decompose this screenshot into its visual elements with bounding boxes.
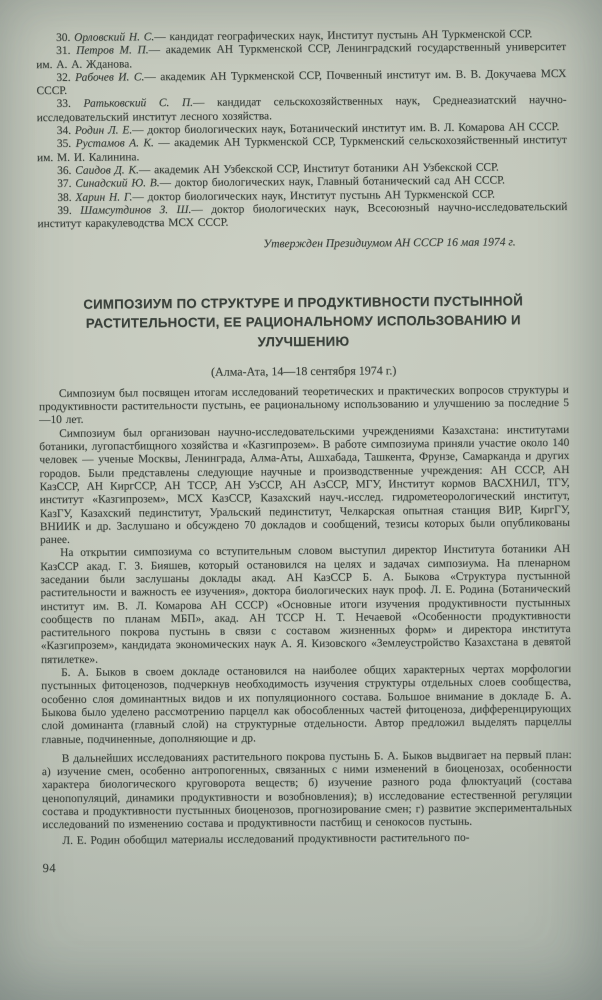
paragraph: Симпозиум был посвящен итогам исследований теоретических и практических вопросов структуры и продуктивности растительности пустынь, ее рациональному использованию и улучшению за последние 5—10 лет. bbox=[38, 383, 569, 427]
entry-text: — академик АН Туркменской ССР, Ленинградский государственный университет им. А. А. Жданова. bbox=[36, 41, 567, 71]
entry-number: 30. bbox=[56, 31, 75, 44]
entry-number: 31. bbox=[56, 45, 77, 58]
approval-line: Утвержден Президиумом АН СССР 16 мая 1974 г. bbox=[263, 235, 516, 251]
entry-name: Ратьковский С. П. bbox=[83, 97, 194, 111]
list-item bbox=[36, 68, 566, 99]
list-item bbox=[36, 41, 566, 72]
entry-number: 35. bbox=[56, 138, 76, 151]
delegates-list bbox=[36, 28, 568, 232]
paragraph: На открытии симпозиума со вступительным словом выступил директор Института ботаники АН КазССР акад. Г. З. Бияшев, который остановился на целях и задачах симпозиума. На пленарном заседании были заслушаны доклады акад. АН КазССР Б. А. Быкова «Структура пустынной растительности и важность ее изучения», доктора биологических наук проф. Л. Е. Родина (Ботанический институт им. В. Л. Комарова АН СССР) «Основные итоги изучения продуктивности пустынных сообществ по планам МБП», акад. АН ТССР Н. Т. Нечаевой «Особенности продуктивности растительного покрова пустынь в связи с составом жизненных форм» и директора института «Казгипрозем», кандидата экономических наук А. Я. Кизовского «Землеустройство Казахстана в девятой пятилетке». bbox=[40, 543, 571, 666]
entry-text: — кандидат сельскохозяйственных наук, Среднеазиатский научно-исследовательский институт лесного хозяйства. bbox=[36, 94, 567, 124]
list-item bbox=[37, 94, 567, 125]
entry-name: Рустамов А. К. bbox=[75, 137, 154, 151]
list-item bbox=[37, 134, 567, 165]
page-title: СИМПОЗИУМ ПО СТРУКТУРЕ И ПРОДУКТИВНОСТИ ПУСТЫННОЙ РАСТИТЕЛЬНОСТИ, ЕЕ РАЦИОНАЛЬНОМУ ИСПОЛЬЗОВАНИЮ И УЛУЧШЕНИЮ bbox=[83, 293, 524, 350]
entry-name: Саидов Д. К. bbox=[75, 164, 139, 177]
entry-name: Синадский Ю. В. bbox=[75, 177, 160, 191]
entry-text: — доктор биологических наук, Всесоюзный научно-исследовательский институт каракулеводства МСХ СССР. bbox=[37, 200, 568, 231]
entry-text: — доктор биологических наук, Институт пустынь АН Туркменской ССР. bbox=[132, 188, 495, 203]
entry-number: 38. bbox=[57, 191, 76, 204]
entry-number: 32. bbox=[56, 71, 76, 84]
entry-name: Шамсутдинов З. Ш. bbox=[80, 203, 192, 217]
article-body bbox=[39, 384, 573, 848]
entry-text: — кандидат географических наук, Институт пустынь АН Туркменской ССР. bbox=[154, 28, 533, 44]
entry-text: — академик АН Туркменской ССР, Почвенный институт им. В. В. Докучаева МСХ СССР. bbox=[36, 67, 567, 98]
entry-name: Харин Н. Г. bbox=[75, 190, 133, 204]
page-content bbox=[36, 28, 573, 876]
entry-name: Родин Л. Е. bbox=[74, 124, 133, 137]
paragraph: В дальнейших исследованиях растительного покрова пустынь Б. А. Быков выдвигает на первый план: а) изучение смен, особенно антропогенных, связанных с ними изменений в биоценозах, особенности характера биологического круговорота веществ; б) изучение разного рода флюктуаций (состава ценопопуляций, динамики продуктивности и возобновления); в) исследование естественной регуляции состава и продуктивности пустынных биоценозов, прогнозирование смен; г) развитие экспериментальных исследований по изменению состава и продуктивности пастбищ и сенокосов пустынь. bbox=[41, 748, 573, 832]
list-item bbox=[37, 201, 567, 232]
entry-name: Рабочев И. С. bbox=[75, 71, 145, 84]
entry-number: 34. bbox=[56, 124, 75, 137]
entry-text: — академик АН Узбекской ССР, Институт ботаники АН Узбекской ССР. bbox=[138, 161, 499, 177]
heading-subtitle: (Алма-Ата, 14—18 сентября 1974 г.) bbox=[210, 362, 397, 379]
entry-text: — доктор биологических наук, Главный ботанический сад АН СССР. bbox=[159, 174, 505, 190]
page-number: 94 bbox=[42, 860, 57, 875]
entry-name: Орловский Н. С. bbox=[74, 31, 155, 44]
entry-number: 39. bbox=[57, 204, 81, 217]
entry-number: 33. bbox=[56, 98, 84, 111]
entry-number: 36. bbox=[57, 164, 76, 177]
entry-text: — академик АН Туркменской ССР, Туркменский сельскохозяйственный институт им. М. И. Калинина. bbox=[36, 134, 567, 164]
paragraph: Б. А. Быков в своем докладе остановился на наиболее общих характерных чертах морфологии пустынных фитоценозов, подчеркнув необходимость изучения структуры отдельных слоев сообщества, особенно слоя доминантных видов и их популяционного состава. Большое внимание в докладе Б. А. Быкова было уделено рассмотрению парцелл как обособленных частей фитоценоза, дифференцирующих слой доминанта (главный слой) на структурные отдельности. Автор предложил выделять парцеллы главные, подчиненные, дополняющие и др. bbox=[41, 662, 572, 746]
paragraph: Л. Е. Родин обобщил материалы исследований продуктивности растительного по- bbox=[62, 831, 470, 847]
entry-text: — доктор биологических наук, Ботанический институт им. В. Л. Комарова АН СССР. bbox=[132, 121, 560, 137]
entry-number: 37. bbox=[57, 178, 76, 191]
paragraph: Симпозиум был организован научно-исследовательскими учреждениями Казахстана: институтами ботаники, лугопастбищного хозяйства и «Казгипрозем». В работе симпозиума приняли участие около 140 человек — ученые Москвы, Ленинграда, Алма-Аты, Ашхабада, Ташкента, Фрунзе, Самарканда и других городов. Были представлены следующие научные и производственные учреждения: АН СССР, АН КазССР, АН КиргССР, АН ТССР, АН УзССР, АН АзССР, МГУ, Институт кормов ВАСХНИЛ, ТГУ, институт «Казгипрозем», МСХ КазССР, Казахский науч.-исслед. гидрометеорологический институт, КазГУ, Казахский пединститут, Уральский пединститут, Челкарская опытная станция ВИР, КиргГУ, ВНИИК и др. Заслушано и обсуждено 70 докладов и сообщений, тезисы которых были опубликованы ранее. bbox=[39, 423, 570, 547]
entry-name: Петров М. П. bbox=[76, 44, 149, 58]
